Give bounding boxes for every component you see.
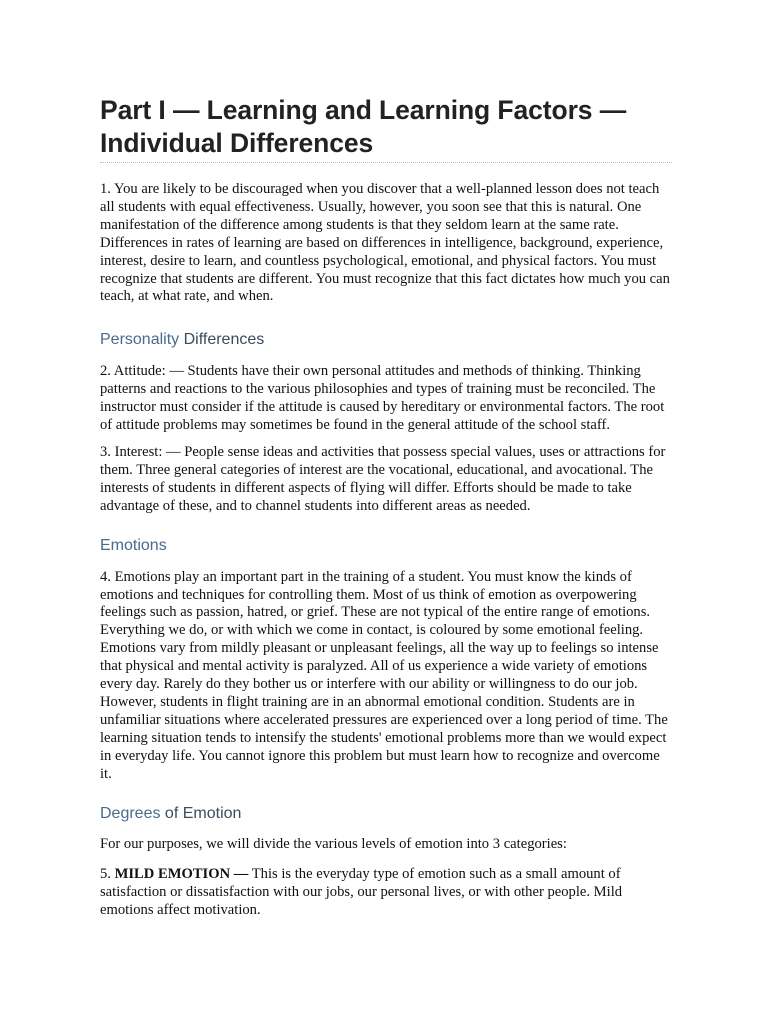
bold-term: MILD EMOTION — xyxy=(114,866,249,883)
page-title: Part I — Learning and Learning Factors — Individual Differences xyxy=(100,94,672,163)
heading-word: Personality xyxy=(100,331,180,349)
paragraph-1: 1. You are likely to be discouraged when you discover that a well-planned lesson does not teach all students with equal effectiveness. Usually, however, you soon see that this is natural. One manifestation of the difference among students is that they seldom learn at the same rate. Differences in rates of learning are based on differences in intelligence, background, experience, interest, desire to learn, and countless psychological, emotional, and physical factors. You must recognize that students are different. You must recognize that this fact dictates how much you can teach, at what rate, and when. xyxy=(100,181,670,305)
paragraph-3: 3. Interest: — People sense ideas and activities that possess special values, uses or attractions for them. Three general categories of interest are the vocational, educational, and avocational. The interests of students in different aspects of flying will differ. Efforts should be made to take advantage of these, and to channel students into different areas as needed. xyxy=(100,443,666,514)
heading-degrees-of-emotion xyxy=(100,804,672,824)
heading-emotions: Emotions xyxy=(100,536,167,554)
paragraph-2: 2. Attitude: — Students have their own personal attitudes and methods of thinking. Thinking patterns and reactions to the various philosophies and types of training must be reconciled. The instructor must consider if the attitude is caused by hereditary or environmental factors. The root of attitude problems may sometimes be found in the general attitude of the school staff. xyxy=(100,363,665,434)
heading-word: of Emotion xyxy=(160,805,242,823)
heading-personality-differences xyxy=(100,330,672,350)
heading-word: Degrees xyxy=(100,805,161,823)
document-content xyxy=(100,94,672,920)
paragraph-intro: For our purposes, we will divide the various levels of emotion into 3 categories: xyxy=(100,836,567,853)
heading-word: Differences xyxy=(179,331,265,349)
paragraph-number: 5. xyxy=(100,866,115,883)
paragraph-5 xyxy=(100,866,672,920)
paragraph-text: This is the everyday type of emotion such as a small amount of satisfaction or dissatisfaction with our jobs, our personal lives, or with other people. Mild emotions affect motivation. xyxy=(100,866,623,919)
paragraph-4: 4. Emotions play an important part in the training of a student. You must know the kinds of emotions and techniques for controlling them. Most of us think of emotion as overpowering feelings such as passion, hatred, or grief. These are not typical of the entire range of emotions. Everything we do, or with which we come in contact, is coloured by some emotional feeling. Emotions vary from mildly pleasant or unpleasant feelings, all the way up to feelings so intense that physical and mental activity is paralyzed. All of us experience a wide variety of emotions every day. Rarely do they bother us or interfere with our ability or willingness to do our job. However, students in flight training are in an abnormal emotional condition. Students are in unfamiliar situations where accelerated pressures are experienced over a long period of time. The learning situation tends to intensify the students' emotional problems more than we would expect in everyday life. You cannot ignore this problem but must learn how to recognize and overcome it. xyxy=(100,568,668,782)
